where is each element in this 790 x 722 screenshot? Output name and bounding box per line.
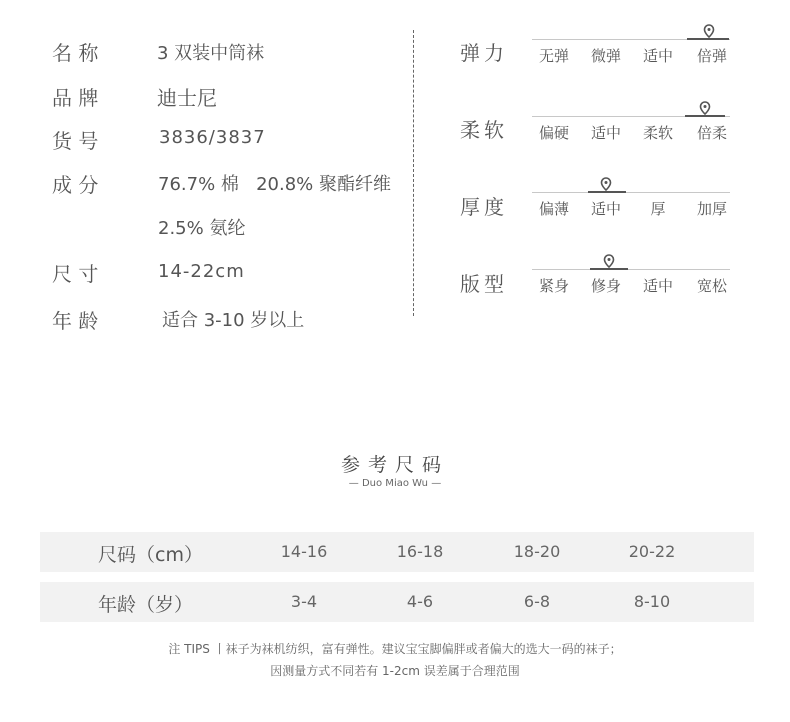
spec-value-composition-2: 2.5% 氨纶 <box>158 218 246 239</box>
rating-selected-mark <box>685 115 725 117</box>
size-chart-subtitle: — Duo Miao Wu — <box>348 478 442 489</box>
size-chart-title: 参考尺码 <box>340 454 449 476</box>
location-pin-icon <box>703 24 715 38</box>
rating-option: 无弹 <box>538 47 569 65</box>
spec-value-age: 适合 3-10 岁以上 <box>162 310 305 331</box>
rating-option: 倍弹 <box>696 47 727 65</box>
rating-option: 紧身 <box>538 277 569 295</box>
rating-scale-line <box>532 192 730 193</box>
rating-option: 加厚 <box>696 200 727 218</box>
table-cell: 16-18 <box>396 542 444 561</box>
table-cell: 3-4 <box>290 592 318 611</box>
location-pin-icon <box>699 101 711 115</box>
rating-option: 微弹 <box>590 47 621 65</box>
table-cell: 4-6 <box>406 592 434 611</box>
location-pin-icon <box>600 177 612 191</box>
vertical-dashed-divider <box>413 30 414 316</box>
rating-label-softness: 柔软 <box>460 118 508 142</box>
spec-label-size: 尺 寸 <box>52 262 99 286</box>
spec-value-name: 3 双装中筒袜 <box>157 43 265 64</box>
rating-selected-mark <box>687 38 729 40</box>
table-cell: 8-10 <box>633 592 671 611</box>
location-pin-icon <box>603 254 615 268</box>
rating-option: 适中 <box>590 124 621 142</box>
rating-selected-mark <box>588 191 626 193</box>
rating-option: 偏硬 <box>538 124 569 142</box>
table-cell: 18-20 <box>513 542 561 561</box>
spec-label-composition: 成 分 <box>52 173 99 197</box>
tips-line-2: 因测量方式不同若有 1-2cm 误差属于合理范围 <box>270 664 520 678</box>
rating-option: 适中 <box>590 200 621 218</box>
rating-option: 适中 <box>642 277 673 295</box>
rating-option: 宽松 <box>696 277 727 295</box>
rating-option: 厚 <box>650 200 666 218</box>
tips-line-1: 注 TIPS 丨袜子为袜机纺织，富有弹性。建议宝宝脚偏胖或者偏大的选大一码的袜子； <box>168 642 622 656</box>
table-cell: 6-8 <box>523 592 551 611</box>
rating-scale-line <box>532 269 730 270</box>
spec-value-composition: 76.7% 棉 20.8% 聚酯纤维 <box>158 174 391 195</box>
table-cell: 20-22 <box>628 542 676 561</box>
spec-label-sku: 货 号 <box>52 129 99 153</box>
rating-option: 修身 <box>590 277 621 295</box>
rating-label-elasticity: 弹力 <box>460 41 508 65</box>
size-chart-row-size <box>40 532 754 572</box>
rating-selected-mark <box>590 268 628 270</box>
rating-option: 偏薄 <box>538 200 569 218</box>
table-cell: 14-16 <box>280 542 328 561</box>
rating-option: 适中 <box>642 47 673 65</box>
rating-label-fit: 版型 <box>460 272 508 296</box>
size-chart-row-age <box>40 582 754 622</box>
rating-option: 柔软 <box>642 124 673 142</box>
spec-label-name: 名 称 <box>52 41 99 65</box>
rating-option: 倍柔 <box>696 124 727 142</box>
spec-label-brand: 品 牌 <box>52 86 99 110</box>
spec-label-age: 年 龄 <box>52 309 99 333</box>
row-header: 尺码（cm） <box>98 544 203 566</box>
rating-label-thickness: 厚度 <box>460 195 508 219</box>
spec-value-brand: 迪士尼 <box>157 86 217 110</box>
spec-value-sku: 3836/3837 <box>159 127 266 148</box>
spec-value-size: 14-22cm <box>158 261 245 282</box>
row-header: 年龄（岁） <box>98 594 194 616</box>
